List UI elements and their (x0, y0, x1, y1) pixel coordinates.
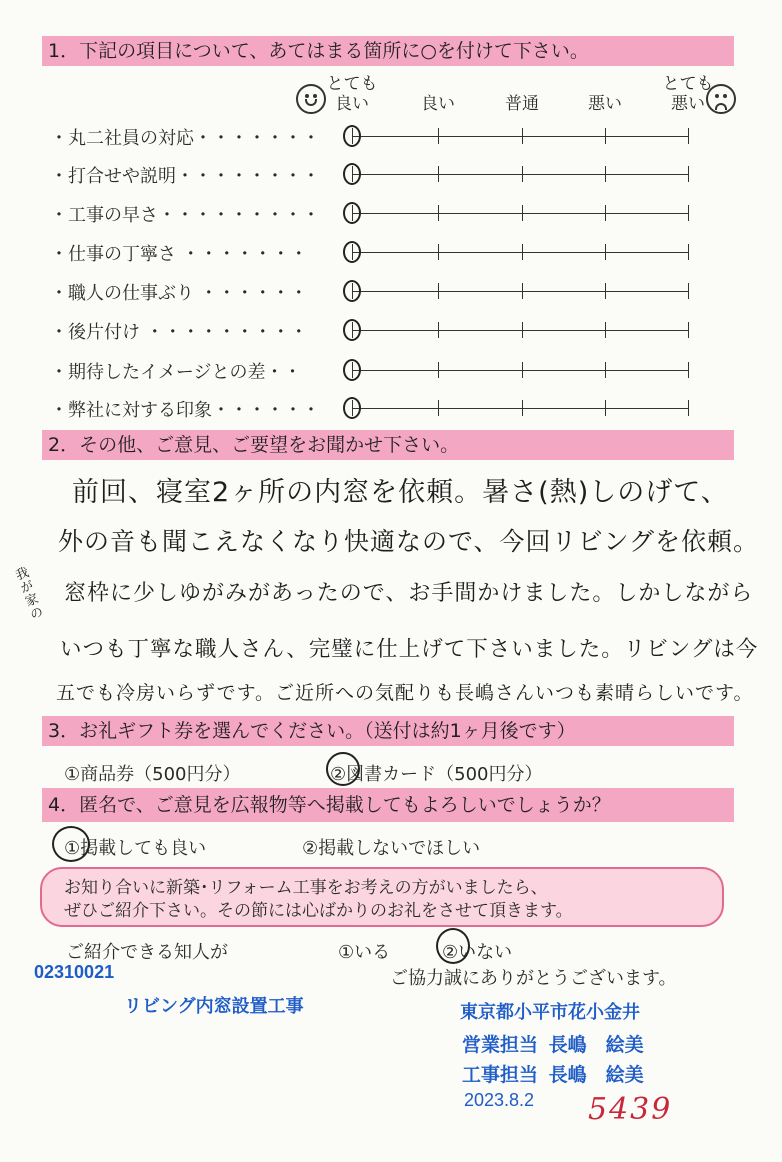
rating-tick-2[interactable] (522, 166, 523, 182)
rating-selected-circle (343, 202, 361, 224)
rating-tick-1[interactable] (438, 166, 439, 182)
rating-tick-1[interactable] (438, 205, 439, 221)
sales-rep (462, 1030, 644, 1057)
rating-tick-4[interactable] (688, 283, 689, 299)
rating-selected-circle (343, 397, 361, 419)
rating-item-label: ・仕事の丁寧さ ・・・・・・・ (50, 244, 308, 265)
rating-tick-4[interactable] (688, 400, 689, 416)
rating-tick-4[interactable] (688, 362, 689, 378)
scale-header-line1 (487, 74, 557, 94)
thanks-text: ご協力誠にありがとうございます。 (390, 968, 677, 989)
section4-title: 4．匿名で、ご意見を広報物等へ掲載してもよろしいでしょうか？ (42, 788, 734, 822)
rating-tick-4[interactable] (688, 244, 689, 260)
rating-selected-circle (343, 125, 361, 147)
rating-tick-3[interactable] (605, 166, 606, 182)
rating-tick-2[interactable] (522, 128, 523, 144)
rating-tick-2[interactable] (522, 205, 523, 221)
rating-tick-3[interactable] (605, 205, 606, 221)
sales-label: 営業担当 (462, 1035, 539, 1056)
rating-scale-line (352, 291, 688, 292)
scale-header-line1 (403, 74, 473, 94)
gift-selection-circle (326, 752, 360, 786)
rating-selected-circle (343, 319, 361, 341)
rating-item-label: ・工事の早さ・・・・・・・・・ (50, 205, 320, 226)
publish-option-1[interactable]: ①掲載しても良い (64, 838, 207, 859)
rating-tick-4[interactable] (688, 205, 689, 221)
rating-tick-2[interactable] (522, 244, 523, 260)
scale-header-line2: 良い (421, 94, 455, 114)
rating-tick-1[interactable] (438, 400, 439, 416)
comment-line-2: 外の音も聞こえなくなり快適なので、今回リビングを依頼。 (58, 527, 760, 556)
referral-yes-option[interactable]: ①いる (338, 942, 391, 963)
rating-tick-1[interactable] (438, 322, 439, 338)
comment-line-5: 五でも冷房いらずです。ご近所への気配りも長嶋さんいつも素晴らしいです。 (56, 682, 754, 704)
rating-item-label: ・打合せや説明・・・・・・・・ (50, 166, 320, 187)
rating-tick-2[interactable] (522, 400, 523, 416)
survey-date: 2023.8.2 (464, 1090, 535, 1110)
rating-selected-circle (343, 241, 361, 263)
rating-tick-4[interactable] (688, 128, 689, 144)
rating-tick-3[interactable] (605, 283, 606, 299)
rating-tick-1[interactable] (438, 362, 439, 378)
rating-scale-line (352, 408, 688, 409)
construction-rep (462, 1060, 644, 1087)
rating-scale-line (352, 213, 688, 214)
rating-tick-3[interactable] (605, 362, 606, 378)
rating-item-label: ・丸二社員の対応・・・・・・・ (50, 128, 320, 149)
scale-header-line1: とても (326, 74, 378, 94)
rating-item-label: ・職人の仕事ぶり ・・・・・・ (50, 283, 308, 304)
scale-header-line2: 悪い (671, 94, 705, 114)
gift-option-2[interactable]: ②図書カード（500円分） (330, 764, 543, 785)
scale-header-3 (570, 74, 640, 114)
rating-tick-1[interactable] (438, 244, 439, 260)
comment-line-1: 前回、寝室2ヶ所の内窓を依頼。暑さ(熱)しのげて、 (72, 477, 729, 508)
comment-margin-note: 我が家の (10, 565, 45, 623)
referral-selection-circle (436, 928, 470, 964)
scale-header-1 (403, 74, 473, 114)
rating-scale-line (352, 252, 688, 253)
rating-tick-3[interactable] (605, 322, 606, 338)
comment-line-3: 窓枠に少しゆがみがあったので、お手間かけました。しかしながら (64, 581, 754, 606)
rating-scale-line (352, 174, 688, 175)
rating-tick-1[interactable] (438, 283, 439, 299)
scale-header-line1: とても (662, 74, 714, 94)
publish-selection-circle (52, 826, 90, 862)
scale-header-4 (653, 74, 723, 114)
comment-line-4: いつも丁寧な職人さん、完璧に仕上げて下さいました。リビングは今 (60, 637, 759, 662)
rating-scale-line (352, 136, 688, 137)
construction-label: 工事担当 (462, 1065, 539, 1086)
referral-line-2: ぜひご紹介下さい。その節には心ばかりのお礼をさせて頂きます。 (64, 901, 573, 921)
gift-option-1[interactable]: ①商品券（500円分） (64, 764, 241, 785)
rating-tick-1[interactable] (438, 128, 439, 144)
referral-no-option[interactable]: ②いない (442, 942, 513, 963)
scale-header-0 (317, 74, 387, 114)
rating-tick-4[interactable] (688, 322, 689, 338)
scale-header-line1 (570, 74, 640, 94)
rating-selected-circle (343, 359, 361, 381)
rating-tick-4[interactable] (688, 166, 689, 182)
rating-scale-line (352, 370, 688, 371)
scale-header-line2: 良い (335, 94, 369, 114)
rating-item-label: ・後片付け ・・・・・・・・・ (50, 322, 308, 343)
rating-tick-3[interactable] (605, 244, 606, 260)
scale-header-2 (487, 74, 557, 114)
rating-selected-circle (343, 163, 361, 185)
scale-header-line2: 普通 (505, 94, 539, 114)
handwritten-number: 5439 (588, 1092, 673, 1127)
rating-tick-3[interactable] (605, 400, 606, 416)
work-description: リビング内窓設置工事 (124, 996, 304, 1016)
rating-selected-circle (343, 280, 361, 302)
referral-line-1: お知り合いに新築･リフォーム工事をお考えの方がいましたら、 (64, 878, 548, 898)
section2-title: 2．その他、ご意見、ご要望をお聞かせ下さい。 (42, 430, 734, 460)
sales-name: 長嶋 絵美 (548, 1035, 644, 1056)
construction-name: 長嶋 絵美 (548, 1065, 644, 1086)
rating-item-label: ・弊社に対する印象・・・・・・ (50, 400, 320, 421)
scale-header-line2: 悪い (588, 94, 622, 114)
referral-question: ご紹介できる知人が (66, 942, 228, 963)
rating-tick-2[interactable] (522, 322, 523, 338)
publish-option-2[interactable]: ②掲載しないでほしい (302, 838, 481, 859)
rating-tick-2[interactable] (522, 283, 523, 299)
customer-code: 02310021 (34, 962, 115, 982)
section3-title: 3．お礼ギフト券を選んでください。（送付は約1ヶ月後です） (42, 716, 734, 746)
rating-tick-3[interactable] (605, 128, 606, 144)
section1-title: 1．下記の項目について、あてはまる箇所に○を付けて下さい。 (42, 36, 734, 66)
referral-box (40, 867, 724, 927)
address: 東京都小平市花小金井 (460, 1002, 640, 1022)
rating-item-label: ・期待したイメージとの差・・ (50, 362, 302, 383)
rating-tick-2[interactable] (522, 362, 523, 378)
rating-scale-line (352, 330, 688, 331)
